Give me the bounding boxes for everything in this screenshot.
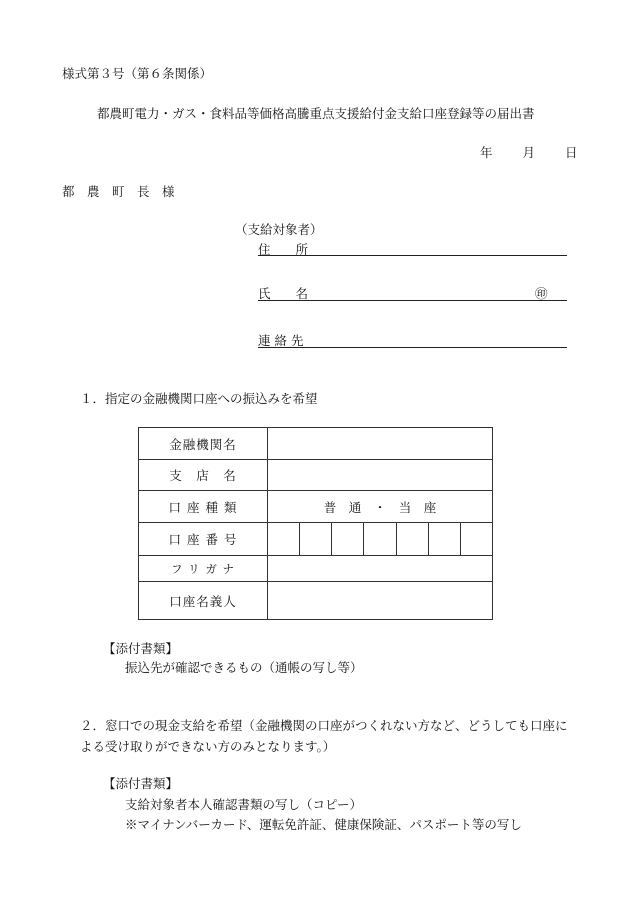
option1-attachment-text: 振込先が確認できるもの（通帳の写し等） xyxy=(125,660,363,675)
date-field xyxy=(480,143,578,161)
account-number-digit-boxes xyxy=(268,523,492,555)
address-label: 住 所 xyxy=(258,242,309,257)
date-day: 日 xyxy=(565,145,578,160)
contact-label: 連 絡 先 xyxy=(258,333,304,348)
date-year: 年 xyxy=(480,145,493,160)
date-month: 月 xyxy=(522,145,536,160)
bank-name-label: 金融機関名 xyxy=(139,428,268,460)
option2-attachment-text1: 支給対象者本人確認書類の写し（コピー） xyxy=(125,797,363,812)
account-type-options[interactable]: 普 通 ・ 当 座 xyxy=(268,491,493,523)
address-line[interactable] xyxy=(258,255,567,256)
option2-attachment-heading: 【添付書類】 xyxy=(103,776,179,791)
account-number-label: 口 座 番 号 xyxy=(139,523,268,556)
bank-name-field[interactable] xyxy=(268,428,493,460)
account-holder-field[interactable] xyxy=(268,582,493,620)
option1-attachment-heading: 【添付書類】 xyxy=(103,641,179,656)
bank-account-table xyxy=(138,427,493,620)
branch-name-label: 支 店 名 xyxy=(139,460,268,491)
furigana-label: フ リ ガ ナ xyxy=(139,556,268,582)
branch-name-field[interactable] xyxy=(268,460,493,491)
account-holder-label: 口座名義人 xyxy=(139,582,268,620)
option1-heading: １．指定の金融機関口座への振込みを希望 xyxy=(80,391,318,406)
applicant-heading: （支給対象者） xyxy=(235,222,323,237)
account-number-digit-box[interactable] xyxy=(268,523,299,555)
account-number-digit-box[interactable] xyxy=(299,523,331,555)
account-number-digit-box[interactable] xyxy=(396,523,428,555)
name-line[interactable] xyxy=(258,300,567,301)
account-number-digit-box[interactable] xyxy=(363,523,395,555)
furigana-field[interactable] xyxy=(268,556,493,582)
name-label: 氏 名 xyxy=(258,286,309,301)
option2-heading-line1: ２．窓口での現金支給を希望（金融機関の口座がつくれない方など、どうしても口座に xyxy=(80,718,568,733)
option2-attachment-text2: ※マイナンバーカード、運転免許証、健康保険証、パスポート等の写し xyxy=(125,817,522,832)
account-number-digit-box[interactable] xyxy=(460,523,492,555)
account-number-field xyxy=(268,523,493,556)
account-type-label: 口 座 種 類 xyxy=(139,491,268,523)
contact-line[interactable] xyxy=(258,347,567,348)
seal-mark: ㊞ xyxy=(535,286,548,301)
account-number-digit-box[interactable] xyxy=(428,523,460,555)
account-number-digit-box[interactable] xyxy=(331,523,363,555)
document-title: 都農町電力・ガス・食料品等価格高騰重点支援給付金支給口座登録等の届出書 xyxy=(97,106,535,121)
addressee: 都 農 町 長 様 xyxy=(62,184,175,199)
form-number: 様式第３号（第６条関係） xyxy=(62,66,213,81)
option2-heading-line2: よる受け取りができない方のみとなります。） xyxy=(80,739,336,754)
